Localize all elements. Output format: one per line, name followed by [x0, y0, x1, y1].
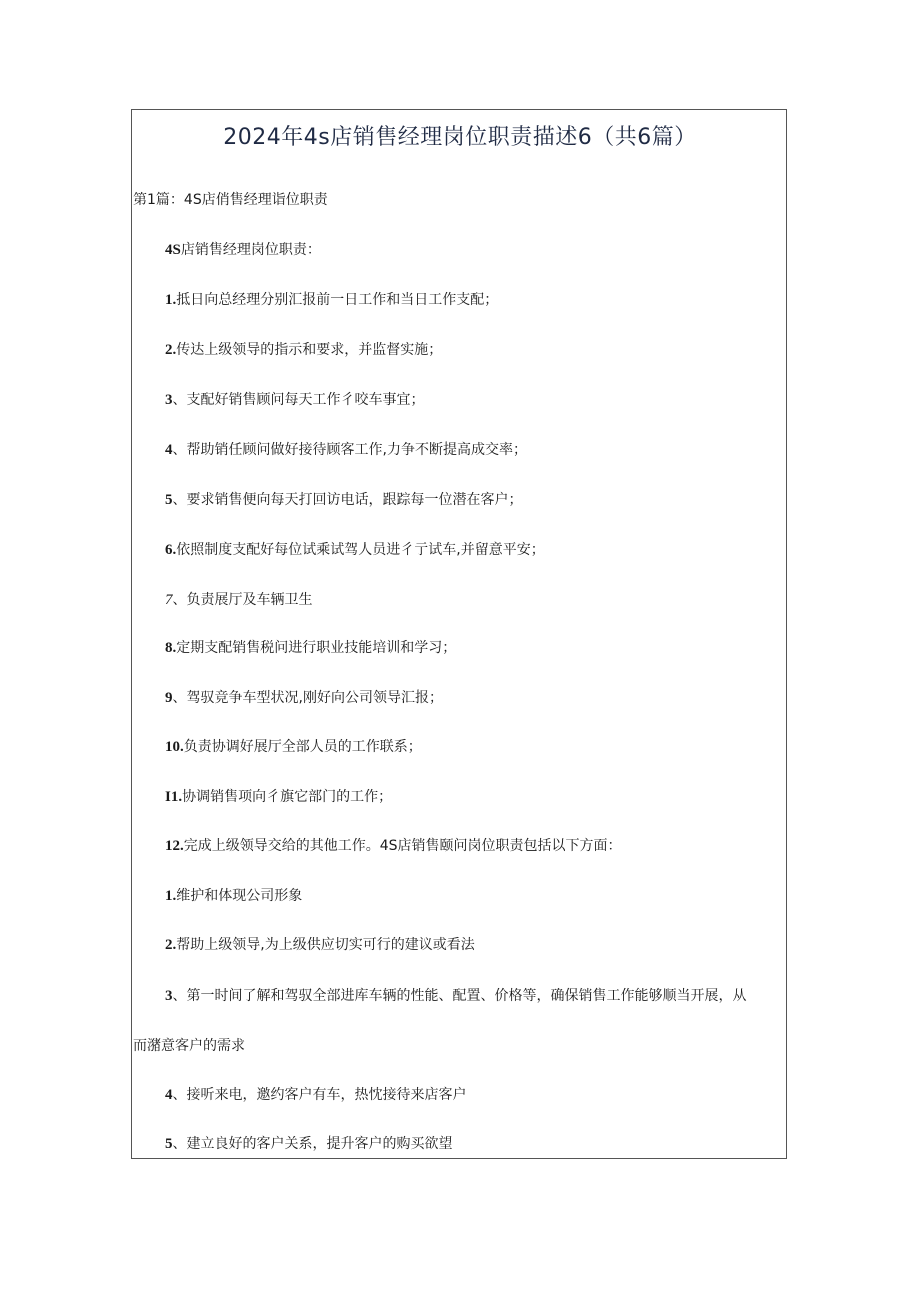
item-number: 3 — [165, 988, 173, 1004]
item-text: 传达上级领导的指示和要求，并监督实施； — [176, 342, 443, 358]
list-item — [165, 787, 392, 807]
item-text: 协调销售项向彳旗它部门的工作； — [182, 789, 393, 805]
section-number: 第1篇 — [133, 192, 170, 208]
item-text: 维护和体现公司形象 — [176, 888, 303, 904]
section-title: ：4S店俏售经理诣位职责 — [169, 192, 328, 208]
item-text: 、负责展厅及车辆卫生 — [172, 592, 313, 608]
list-item — [165, 836, 622, 856]
list-item — [165, 688, 443, 708]
item-text: 定期支配销售税问进行职业技能培训和学习； — [176, 640, 457, 656]
list-item-continuation — [133, 1036, 245, 1056]
list-item — [165, 935, 475, 955]
list-item — [165, 986, 747, 1006]
item-text: 、接听来电，邀约客户有车，热忱接待来店客户 — [172, 1087, 467, 1103]
list-item — [165, 540, 545, 560]
list-item — [165, 737, 422, 757]
item-number: I1. — [165, 789, 183, 805]
list-item — [165, 590, 313, 610]
item-text: 完成上级领导交给的其他工作。4S店销售颐问岗位职责包括以下方面： — [183, 838, 622, 854]
list-item — [165, 490, 523, 510]
item-number: 7 — [165, 592, 173, 608]
item-text: 、帮助销任顾问做好接待顾客工作,力争不断提高成交率； — [172, 442, 527, 458]
item-number: 2. — [165, 937, 177, 953]
list-item — [165, 1085, 467, 1105]
item-number: 5 — [165, 492, 173, 508]
item-text: 负责协调好展厅全部人员的工作联系； — [183, 739, 422, 755]
list-item — [165, 440, 527, 460]
item-number: 4 — [165, 1087, 173, 1103]
item-number: 1. — [165, 292, 177, 308]
item-number: 1. — [165, 888, 177, 904]
list-item — [165, 390, 425, 410]
list-item — [165, 886, 302, 906]
item-text: 、第一时间了解和驾驭全部进库车辆的性能、配置、价格等，确保销售工作能够顺当开展，从 — [172, 988, 747, 1004]
item-text: 、建立良好的客户关系，提升客户的购买欲望 — [172, 1136, 453, 1152]
item-number: 9 — [165, 690, 173, 706]
item-text: 、要求销售便向每天打回访电话，跟踪每一位潜在客户； — [172, 492, 523, 508]
item-text: 帮助上级领导,为上级供应切实可行的建议或看法 — [176, 937, 475, 953]
subheading-text: 店销售经理岗位职责： — [180, 242, 321, 258]
item-number: 8. — [165, 640, 177, 656]
item-number: 10. — [165, 739, 184, 755]
list-item — [165, 340, 442, 360]
list-item — [165, 290, 498, 310]
item-number: 12. — [165, 838, 184, 854]
list-item — [165, 1134, 453, 1154]
subheading-number: 4S — [165, 242, 181, 258]
item-number: 4 — [165, 442, 173, 458]
item-text: 抵日向总经理分别汇报前一日工作和当日工作支配； — [176, 292, 499, 308]
item-text: 依照制度支配好每位试乘试驾人员进彳亍试车,并留意平安； — [176, 542, 545, 558]
item-number: 6. — [165, 542, 177, 558]
item-text: 、支配好销售顾问每天工作彳咬车事宜； — [172, 392, 425, 408]
list-item — [165, 638, 456, 658]
item-text: 而潴意客户的需求 — [133, 1038, 245, 1054]
section-heading — [133, 190, 328, 210]
item-number: 5 — [165, 1136, 173, 1152]
item-text: 、驾驭竞争车型状况,刚好向公司领导汇报； — [172, 690, 443, 706]
subheading — [165, 240, 321, 260]
item-number: 3 — [165, 392, 173, 408]
item-number: 2. — [165, 342, 177, 358]
document-title: 2024年4s店销售经理岗位职责描述6（共6篇） — [223, 125, 697, 150]
